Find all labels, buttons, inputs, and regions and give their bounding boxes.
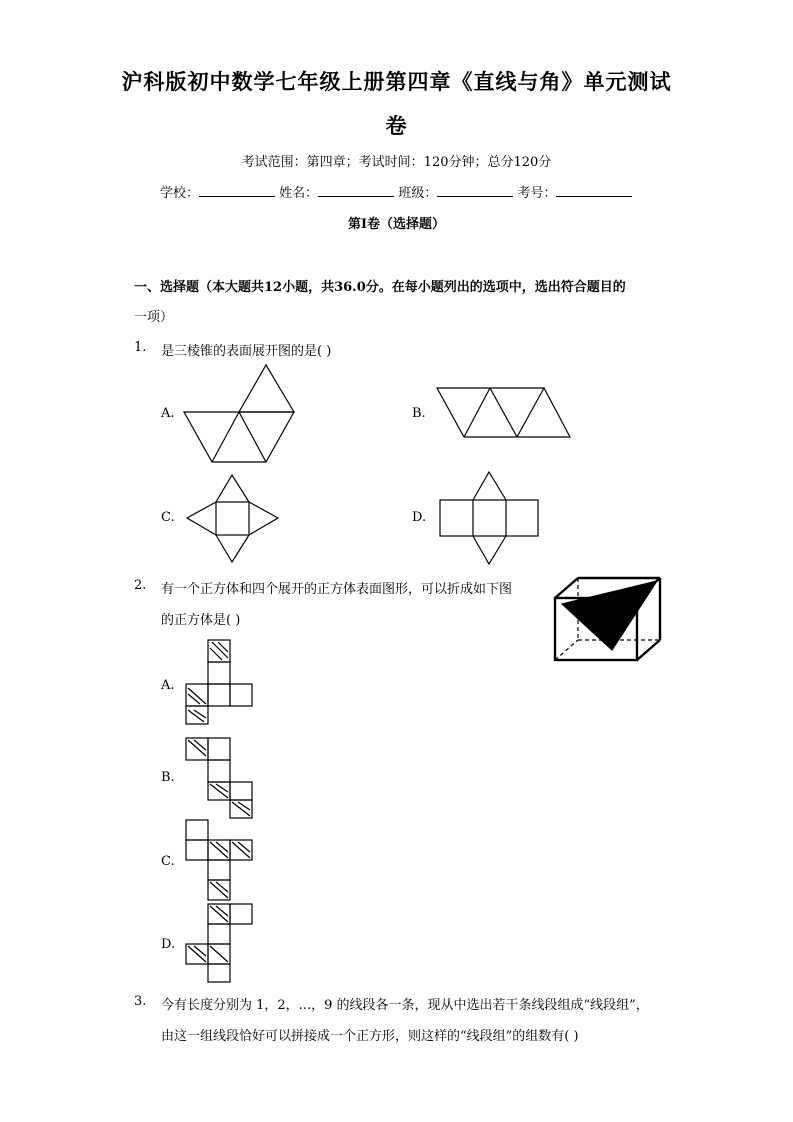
q2-option-b-label[interactable]: B. (161, 770, 175, 785)
page-title-cont: 卷 (385, 113, 408, 138)
page-title: 沪科版初中数学七年级上册第四章《直线与角》单元测试 (121, 69, 672, 94)
name-label: 姓名： (279, 186, 319, 201)
q2-option-c-label[interactable]: C. (161, 854, 175, 869)
class-label: 班级： (398, 186, 438, 201)
q1-option-d-label[interactable]: D. (412, 510, 427, 525)
volume-heading: 第I卷（选择题） (347, 217, 446, 232)
question-3-text: 今有长度分别为 1，2，...，9 的线段各一条，现从中选出若干条线段组成“线段组”， (161, 998, 649, 1013)
q1-option-a-label[interactable]: A. (161, 406, 175, 421)
school-label: 学校： (160, 186, 200, 201)
question-2-text: 有一个正方体和四个展开的正方体表面图形，可以折成如下图 (161, 582, 513, 597)
question-2-text-cont: 的正方体是( ) (161, 613, 241, 628)
q2-option-d-label[interactable]: D. (161, 937, 176, 952)
question-2-number: 2. (134, 578, 147, 593)
exam-no-label: 考号： (517, 186, 557, 201)
section-heading-cont: 一项） (134, 310, 174, 325)
question-3-text-cont: 由这一组线段恰好可以拼接成一个正方形，则这样的“线段组”的组数有( ) (161, 1029, 579, 1044)
exam-info: 考试范围：第四章；考试时间：120分钟；总分120分 (241, 155, 552, 170)
question-1-number: 1. (134, 340, 147, 355)
q1-option-c-label[interactable]: C. (161, 510, 175, 525)
question-3-number: 3. (134, 994, 147, 1009)
q1-option-b-label[interactable]: B. (412, 406, 426, 421)
question-1-text: 是三棱锥的表面展开图的是( ) (161, 344, 332, 359)
q2-option-a-label[interactable]: A. (161, 678, 175, 693)
section-heading: 一、选择题（本大题共12小题，共36.0分。在每小题列出的选项中，选出符合题目的 (134, 280, 626, 295)
